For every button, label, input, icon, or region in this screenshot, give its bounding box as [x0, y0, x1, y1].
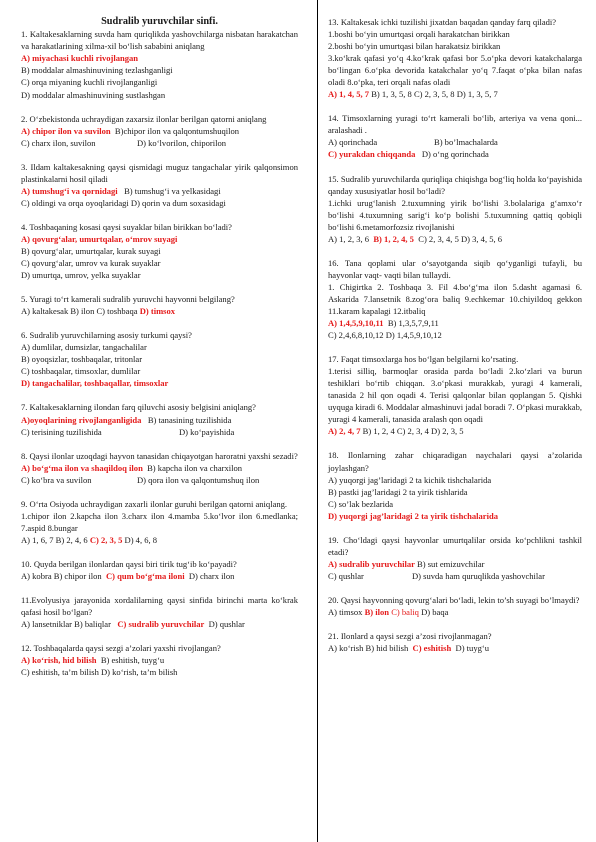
answer-option: C) ko‘bra va suvilon: [21, 474, 92, 485]
column-divider: [317, 0, 318, 842]
answer-option: D) tuyg‘u: [455, 643, 489, 654]
answer-option: C) qushlar: [328, 570, 364, 581]
answer-option: A) 1, 6, 7 B) 2, 4, 6: [21, 534, 88, 545]
answer-correct: D) timsox: [139, 306, 176, 317]
answer-correct: C) sudralib yuruvchilar: [117, 619, 205, 630]
question-text: 7. Kaltakesaklarning ilondan farq qiluvchi asosiy belgisini aniqlang?: [21, 402, 256, 413]
answer-option: C) 2,4,6,8,10,12 D) 1,4,5,9,10,12: [328, 330, 442, 341]
answer-option: D) 4, 6, 8: [124, 534, 158, 545]
answer-correct: C) eshitish: [412, 643, 452, 654]
question-text: 16. Tana qoplami ular o‘sayotganda siqib qo‘yganligi tufayli, bu hayvonlar vaqt- vaqti bilan tullaydi.: [328, 257, 582, 280]
answer-option: D) moddalar almashinuvining sustlashgan: [21, 89, 166, 100]
question-items: 1.terisi silliq, barmoqlar orasida parda bo‘ladi 2.ko‘zlari va burun teshiklari bo‘rtib chiqqan. 3.o‘pkasi murakkab, yuragi 4 kamerali, tanasida 2 hil qon oqadi 4. Terisi qalqonlar bilan qoplangan 5. Qishki uyquga kiradi 6. Moddalar almashinuvi jadal boradi 7. O‘pkasi murakkab, yuragi 4 kamerali, tanasida aralash qon oqadi: [328, 366, 582, 425]
question-item: 3.ko‘krak qafasi yo‘q 4.ko‘krak qafasi bor 5.o‘pka devori katakchalarga bo‘lingan 6.o‘pka devorida katakchalar yo‘q 7.faqat o‘pka bilan nafas oladi 8.o‘pka, teri orqali nafas oladi: [328, 53, 582, 88]
question-text: 5. Yuragi to‘rt kamerali sudralib yuruvchi hayvonni belgilang?: [21, 294, 235, 305]
answer-option: D) ko‘lvorilon, chiporilon: [137, 137, 227, 148]
answer-option: C) terisining tuzilishida: [21, 426, 102, 437]
answer-option: C) oldingi va orqa oyoqlaridagi D) qorin va dum soxasidagi: [21, 197, 226, 208]
answer-option: C) eshitish, ta’m bilish D) ko‘rish, ta’m bilish: [21, 667, 178, 678]
answer-option: B) tanasining tuzilishida: [147, 414, 232, 425]
answer-correct: A) 1,4,5,9,10,11: [328, 318, 384, 329]
answer-option: D) ko‘payishida: [179, 426, 235, 437]
question-1: [21, 28, 298, 100]
question-items: 1.ichki urug‘lanish 2.tuxumning yirik bo‘lishi 3.bolalariga g‘amxo‘r bo‘lishi 4.tuxumning sarig‘i ko‘p bolishi 5.tuxumning qattiq qobiqli bo‘lishi 6.metamorfozsiz rivojlanishi: [328, 197, 582, 232]
question-text: 3. Ildam kaltakesakning qaysi qismidagi muguz tangachalar yirik qalqonsimon plastinkalarni hosil qiladi: [21, 161, 298, 184]
answer-option: D) suvda ham quruqlikda yashovchilar: [412, 570, 545, 581]
question-8: [21, 450, 298, 486]
answer-option: B) bo’lmachalarda: [434, 137, 498, 148]
question-item: 2.boshi bo‘yin umurtqasi bilan harakatsiz birikkan: [328, 41, 501, 52]
answer-correct: A) qovurg‘alar, umurtqalar, o‘mrov suyagi: [21, 233, 178, 244]
answer-correct: D) tangachalilar, toshbaqallar, timsoxlar: [21, 378, 169, 389]
answer-correct: C) 2, 3, 5: [89, 534, 123, 545]
answer-option: B) qovurg‘alar, umurtqalar, kurak suyagi: [21, 246, 161, 256]
answer-option: C) qovurg‘alar, umrov va kurak suyaklar: [21, 258, 161, 269]
question-text: 17. Faqat timsoxlarga hos bo‘lgan belgilarni ko’rsating.: [328, 354, 519, 365]
answer-option: B) sut emizuvchilar: [417, 558, 485, 569]
question-text: 8. Qaysi ilonlar uzoqdagi hayvon tanasidan chiqayotgan haroratni yaxshi sezadi?: [21, 450, 298, 461]
answer-correct: A) tumshug‘i va qornidagi: [21, 185, 118, 196]
answer-option: D) umurtqa, umrov, yelka suyaklar: [21, 270, 141, 281]
question-text: 21. Ilonlard a qaysi sezgi a’zosi rivojlanmagan?: [328, 631, 492, 642]
answer-correct: D) yuqorgi jag’laridagi 2 ta yirik tishchalarida: [328, 510, 498, 521]
left-column: [21, 16, 298, 678]
answer-option: B) 1, 2, 4 C) 2, 3, 4 D) 2, 3, 5: [362, 426, 464, 437]
answer-correct: A) ko‘rish, hid bilish: [21, 655, 97, 666]
answer-correct: B) 1, 2, 4, 5: [373, 233, 414, 244]
answer-option: D) baqa: [421, 606, 449, 617]
question-text: 2. O‘zbekistonda uchraydigan zaxarsiz ilonlar berilgan qatorni aniqlang: [21, 113, 267, 124]
question-11: [21, 594, 298, 630]
answer-option: C) orqa miyaning kuchli rivojlanganligi: [21, 77, 158, 88]
answer-correct: C) yurakdan chiqqanda: [328, 149, 416, 160]
question-9: [21, 498, 298, 546]
question-text: 10. Quyda berilgan ilonlardan qaysi biri tirik tug‘ib ko‘payadi?: [21, 558, 237, 569]
question-text: 9. O‘rta Osiyoda uchraydigan zaxarli ilonlar guruhi berilgan qatorni aniqlang.: [21, 498, 288, 509]
answer-option: B) moddalar almashinuvining tezlashganligi: [21, 65, 173, 76]
question-7: [21, 401, 298, 437]
question-text: 18. Ilonlarning zahar chiqaradigan naychalari qaysi a’zolarida joylashgan?: [328, 450, 582, 473]
answer-option: A) timsox: [328, 606, 363, 617]
answer-option: B) kapcha ilon va charxilon: [147, 462, 243, 473]
answer-option: D) o‘ng qorinchada: [421, 149, 489, 160]
question-20: [328, 594, 582, 618]
question-15: [328, 173, 582, 245]
question-text: 20. Qaysi hayvonning qovurg‘alari bo‘ladi, lekin to’sh suyagi bo’lmaydi?: [328, 594, 580, 605]
answer-option: C) 2, 3, 4, 5 D) 3, 4, 5, 6: [418, 233, 503, 244]
answer-option: A) kaltakesak B) ilon C) toshbaqa: [21, 306, 138, 317]
answer-option: C) charx ilon, suvilon: [21, 137, 96, 148]
question-text: 13. Kaltakesak ichki tuzilishi jixatdan baqadan qanday farq qiladi?: [328, 17, 557, 27]
answer-option: B) oyoqsizlar, toshbaqalar, tritonlar: [21, 354, 143, 365]
answer-option: A) qorinchada: [328, 137, 378, 148]
question-16: [328, 257, 582, 341]
answer-option: C) toshbaqalar, timsoxlar, dumlilar: [21, 366, 141, 377]
answer-correct: A) 1, 4, 5, 7: [328, 89, 370, 100]
question-text: 15. Sudralib yuruvchilarda quriqliqa chiqishga bog‘liq holda ko‘payishida qanday xususiyatlar hosil bo‘ladi?: [328, 173, 582, 196]
question-21: [328, 630, 582, 654]
answer-correct: A) sudralib yuruvchilar: [328, 558, 415, 569]
right-column: [328, 16, 582, 654]
answer-option: B) 1, 3, 5, 8 C) 2, 3, 5, 8 D) 1, 3, 5, 7: [371, 89, 498, 100]
answer-option: A) lansetniklar B) baliqlar: [21, 619, 111, 630]
answer-option: D) qushlar: [208, 619, 245, 630]
question-4: [21, 221, 298, 281]
question-10: [21, 558, 298, 582]
answer-option: A) ko‘rish B) hid bilish: [328, 643, 409, 654]
question-17: [328, 353, 582, 437]
question-text: 14. Timsoxlarning yuragi to‘rt kamerali bo‘lib, arteriya va vena qoni... aralashadi .: [328, 113, 582, 136]
answer-option: D) qora ilon va qalqontumshuq ilon: [137, 474, 260, 485]
answer-correct: B) ilon: [364, 606, 390, 617]
answer-correct: A) bo‘g‘ma ilon va shaqildoq ilon: [21, 462, 143, 473]
answer-option: A) 1, 2, 3, 6: [328, 233, 370, 244]
answer-correct: C) qum bo‘g‘ma iloni: [105, 570, 185, 581]
answer-option: C) so’lak bezlarida: [328, 498, 394, 509]
answer-option: B) pastki jag’laridagi 2 ta yirik tishlarida: [328, 486, 468, 497]
answer-option: A) kobra B) chipor ilon: [21, 570, 102, 581]
question-items: 1. Chigirtka 2. Toshbaqa 3. Fil 4.bo‘g‘ma ilon 5.dasht agamasi 6. Askarida 7.lansetnik 8.zog‘ora baliq 9.echkemar 10.chiyildoq gekkon 11.karam kapalagi 12.itbaliq: [328, 281, 582, 316]
question-text: 1. Kaltakesaklarning suvda ham quriqlikda yashovchilarga nisbatan harakatchan va harakatlarining xilma-xil bo‘lish sababini aniqlang: [21, 29, 298, 52]
question-text: 12. Toshbaqalarda qaysi sezgi a’zolari yaxshi rivojlangan?: [21, 643, 221, 654]
question-item: 1.boshi bo‘yin umurtqasi orqali harakatchan birikkan: [328, 29, 510, 40]
answer-option: B) eshitish, tuyg‘u: [100, 655, 165, 666]
page-title: Sudralib yuruvchilar sinfi.: [101, 16, 218, 27]
answer-correct: A)oyoqlarining rivojlanganligida: [21, 414, 142, 425]
question-6: [21, 329, 298, 389]
answer-correct: A) 2, 4, 7: [328, 426, 361, 437]
question-12: [21, 642, 298, 678]
question-text: 19. Cho‘ldagi qaysi hayvonlar umurtqalilar orsida ko‘pchlikni tashkil etadi?: [328, 534, 582, 557]
question-text: 11.Evolyusiya jarayonida xordalilarning qaysi sinfida birinchi marta ko‘krak qafasi hosil bo‘lgan?: [21, 595, 298, 618]
question-3: [21, 161, 298, 209]
answer-option: C) baliq: [391, 606, 419, 617]
answer-option: A) yuqorgi jag’laridagi 2 ta kichik tishchalarida: [328, 474, 492, 485]
answer-option: B) 1,3,5,7,9,11: [387, 318, 439, 329]
question-items: 1.chipor ilon 2.kapcha ilon 3.charx ilon 4.mamba 5.ko‘lvor ilon 6.medlanka; 7.aspid 8.bungar: [21, 510, 298, 533]
question-18: [328, 449, 582, 521]
question-13: [328, 16, 582, 100]
answer-option: B) tumshug‘i va yelkasidagi: [124, 185, 221, 196]
question-19: [328, 534, 582, 582]
answer-correct: A) miyachasi kuchli rivojlangan: [21, 53, 139, 64]
question-text: 4. Toshbaqaning kosasi qaysi suyaklar bilan birikkan bo‘ladi?: [21, 221, 232, 232]
question-text: 6. Sudralib yuruvchilarning asosiy turkumi qaysi?: [21, 330, 192, 341]
answer-option: A) dumlilar, dumsizlar, tangachalilar: [21, 342, 147, 353]
question-14: [328, 112, 582, 160]
answer-option: B)chipor ilon va qalqontumshuqilon: [114, 125, 240, 136]
answer-option: D) charx ilon: [188, 570, 235, 581]
question-5: [21, 293, 298, 317]
question-2: [21, 113, 298, 149]
answer-correct: A) chipor ilon va suvilon: [21, 125, 111, 136]
